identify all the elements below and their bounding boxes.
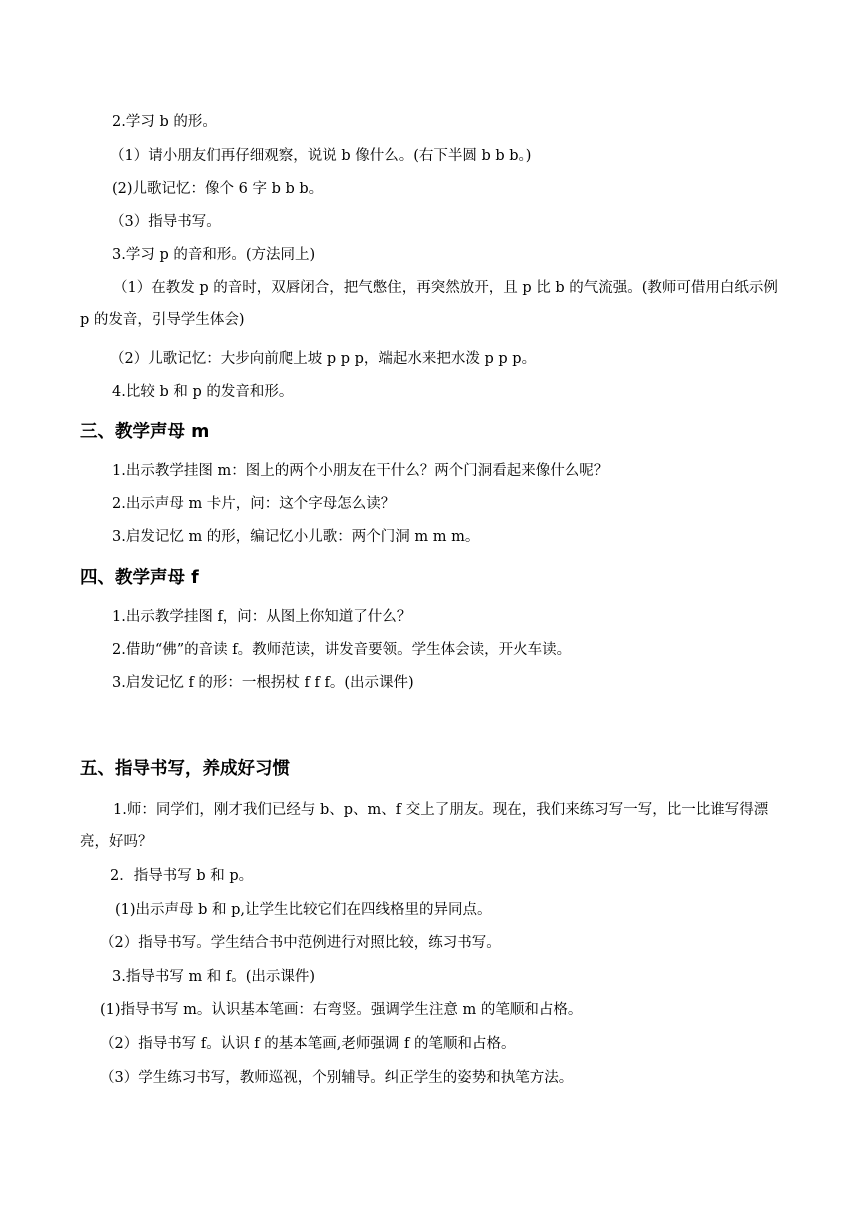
section-heading: 四、教学声母 f bbox=[80, 568, 199, 588]
paragraph: （2）儿歌记忆：大步向前爬上坡 p p p，端起水来把水泼 p p p。 bbox=[110, 351, 537, 367]
paragraph: 2.借助“佛”的音读 f。教师范读，讲发音要领。学生体会读，开火车读。 bbox=[112, 642, 572, 658]
paragraph: （2）指导书写。学生结合书中范例进行对照比较，练习书写。 bbox=[100, 935, 501, 951]
paragraph: (1)出示声母 b 和 p,让学生比较它们在四线格里的异同点。 bbox=[115, 902, 492, 918]
section-heading: 五、指导书写，养成好习惯 bbox=[80, 759, 290, 779]
paragraph: 2．指导书写 b 和 p。 bbox=[110, 868, 254, 884]
paragraph: (1)指导书写 m。认识基本笔画：右弯竖。强调学生注意 m 的笔顺和占格。 bbox=[100, 1002, 583, 1018]
section-heading: 三、教学声母 m bbox=[80, 422, 210, 442]
paragraph: 2.学习 b 的形。 bbox=[112, 114, 217, 130]
paragraph: 4.比较 b 和 p 的发音和形。 bbox=[112, 384, 294, 400]
paragraph: （3）指导书写。 bbox=[110, 214, 221, 230]
paragraph: 3.启发记忆 f 的形：一根拐杖 f f f。(出示课件) bbox=[112, 675, 414, 691]
paragraph: （3）学生练习书写，教师巡视，个别辅导。纠正学生的姿势和执笔方法。 bbox=[100, 1070, 574, 1086]
paragraph: 1.师：同学们，刚才我们已经与 b、p、m、f 交上了朋友。现在，我们来练习写一写，比一比谁写得漂亮，好吗？ bbox=[80, 802, 769, 850]
paragraph: 1.出示教学挂图 f，问：从图上你知道了什么？ bbox=[112, 609, 412, 625]
paragraph: 3.指导书写 m 和 f。(出示课件) bbox=[112, 969, 316, 985]
paragraph: 1.出示教学挂图 m：图上的两个小朋友在干什么？两个门洞看起来像什么呢？ bbox=[112, 463, 609, 479]
paragraph: 3.学习 p 的音和形。(方法同上) bbox=[112, 247, 316, 263]
paragraph: 2.出示声母 m 卡片，问：这个字母怎么读？ bbox=[112, 496, 396, 512]
paragraph: 3.启发记忆 m 的形，编记忆小儿歌：两个门洞 m m m。 bbox=[112, 529, 480, 545]
paragraph: （1）在教发 p 的音时，双唇闭合，把气憋住，再突然放开，且 p 比 b 的气流强。(教师可借用白纸示例 p 的发音，引导学生体会) bbox=[80, 280, 778, 328]
paragraph: （1）请小朋友们再仔细观察，说说 b 像什么。(右下半圆 b b b。) bbox=[110, 148, 532, 164]
paragraph: （2）指导书写 f。认识 f 的基本笔画,老师强调 f 的笔顺和占格。 bbox=[100, 1036, 516, 1052]
paragraph: (2)儿歌记忆：像个 6 字 b b b。 bbox=[112, 181, 324, 197]
